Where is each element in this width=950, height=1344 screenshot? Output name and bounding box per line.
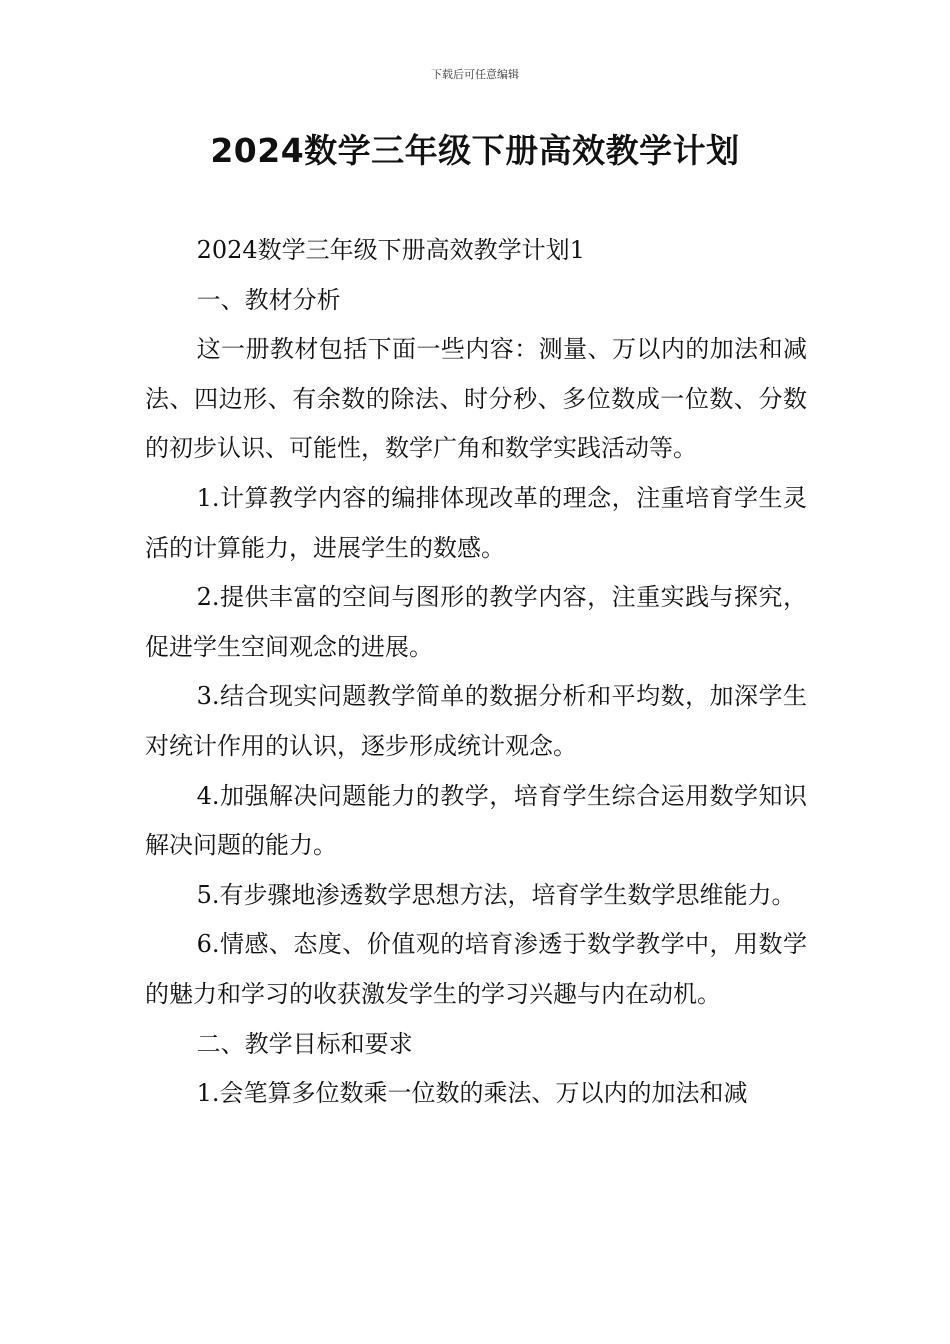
document-body (145, 226, 807, 1119)
goal-item-1: 1.会笔算多位数乘一位数的乘法、万以内的加法和减 (196, 1079, 748, 1108)
section-heading-textbook-analysis: 一、教材分析 (196, 285, 341, 314)
list-item-6: 6.情感、态度、价值观的培育渗透于数学教学中，用数学的魅力和学习的收获激发学生的学习兴趣与内在动机。 (145, 930, 807, 1008)
document-title: 2024数学三年级下册高效教学计划 (210, 131, 740, 170)
list-item-3: 3.结合现实问题教学简单的数据分析和平均数，加深学生对统计作用的认识，逐步形成统计观念。 (145, 682, 807, 760)
list-item-4: 4.加强解决问题能力的教学，培育学生综合运用数学知识解决问题的能力。 (145, 781, 807, 860)
list-item-2: 2.提供丰富的空间与图形的教学内容，注重实践与探究，促进学生空间观念的进展。 (145, 583, 807, 661)
section-heading-goals: 二、教学目标和要求 (196, 1029, 413, 1058)
header-note: 下载后可任意编辑 (431, 68, 519, 81)
list-item-1: 1.计算教学内容的编排体现改革的理念，注重培育学生灵活的计算能力，进展学生的数感。 (145, 483, 807, 562)
section-heading-plan: 2024数学三年级下册高效教学计划1 (196, 236, 585, 264)
list-item-5: 5.有步骤地渗透数学思想方法，培育学生数学思维能力。 (196, 880, 796, 909)
paragraph-textbook-content: 这一册教材包括下面一些内容：测量、万以内的加法和减法、四边形、有余数的除法、时分秒、多位数成一位数、分数的初步认识、可能性，数学广角和数学实践活动等。 (145, 335, 807, 463)
